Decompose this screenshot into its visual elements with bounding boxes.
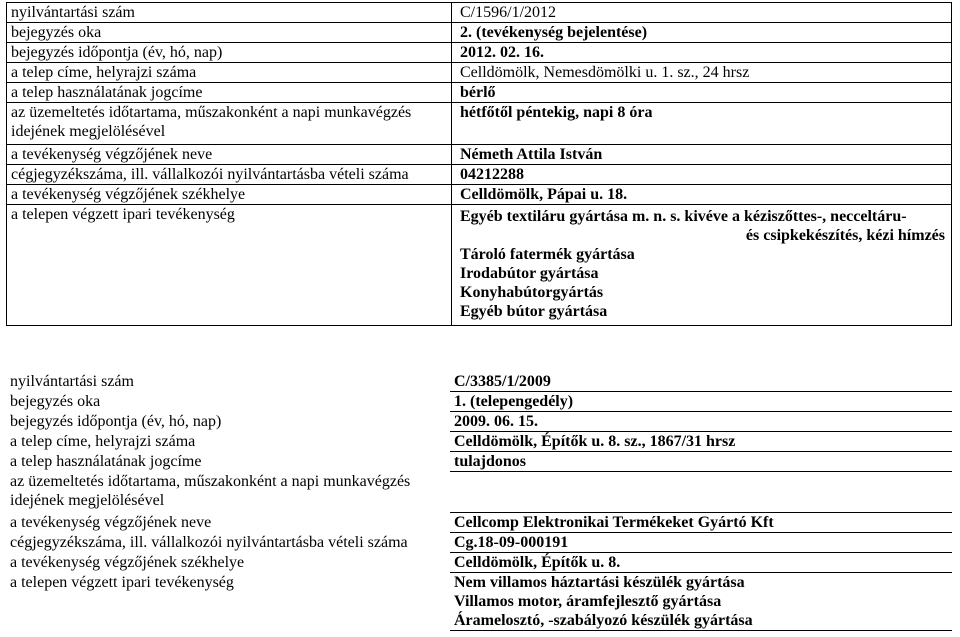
record-1-table (6, 2, 952, 326)
table-row (6, 533, 952, 553)
row-value: Celldömölk, Építők u. 8. (450, 553, 952, 573)
table-row (7, 185, 952, 205)
table-row (6, 573, 952, 631)
row-label: a telep címe, helyrajzi száma (10, 432, 196, 450)
row-label: a tevékenység végzőjének neve (7, 145, 452, 165)
record-2-table (6, 372, 952, 631)
row-label: nyilvántartási szám (10, 373, 134, 390)
row-label: a telep használatának jogcíme (7, 83, 452, 103)
table-row (6, 392, 952, 412)
row-value: bérlő (452, 83, 952, 103)
row-value: tulajdonos (450, 452, 952, 472)
table-row (7, 3, 952, 23)
table-row (7, 23, 952, 43)
table-row (6, 452, 952, 472)
row-value: Celldömölk, Nemesdömölki u. 1. sz., 24 hrsz (452, 63, 952, 83)
activity-item: Konyhabútorgyártás (460, 284, 604, 301)
table-row (7, 83, 952, 103)
activity-item: Egyéb bútor gyártása (460, 303, 608, 320)
row-value: Cellcomp Elektronikai Termékeket Gyártó Kft (450, 513, 952, 533)
table-row (7, 103, 952, 145)
row-value: Németh Attila István (452, 145, 952, 165)
row-label: a telep címe, helyrajzi száma (7, 63, 452, 83)
table-row (6, 412, 952, 432)
table-row (7, 145, 952, 165)
row-label: bejegyzés oka (10, 392, 101, 410)
table-row (7, 43, 952, 63)
row-value: 2. (tevékenység bejelentése) (452, 23, 952, 43)
row-label: cégjegyzékszáma, ill. vállalkozói nyilvántartásba vételi száma (10, 533, 408, 551)
activity-item: Irodabútor gyártása (460, 265, 599, 282)
row-label: az üzemeltetés időtartama, műszakonként a napi munkavégzés idejének megjelölésével (10, 472, 411, 509)
row-value: C/3385/1/2009 (450, 372, 952, 392)
activity-item: Tároló fatermék gyártása (460, 246, 635, 263)
row-label: a telepen végzett ipari tevékenység (7, 205, 452, 326)
activity-item: Villamos motor, áramfejlesztő gyártása (454, 593, 722, 610)
row-label: bejegyzés oka (7, 23, 452, 43)
table-row (6, 472, 952, 513)
row-label: a tevékenység végzőjének székhelye (10, 553, 245, 571)
table-row (6, 372, 952, 392)
row-label: a telepen végzett ipari tevékenység (10, 573, 234, 591)
row-label: a telep használatának jogcíme (10, 452, 202, 470)
activity-item: Áramelosztó, -szabályozó készülék gyártása (454, 612, 753, 629)
activity-item: és csipkekészítés, kézi hímzés (745, 227, 945, 244)
row-label: a tevékenység végzőjének neve (10, 513, 212, 531)
row-label: nyilvántartási szám (7, 3, 452, 23)
table-row (6, 553, 952, 573)
row-label: bejegyzés időpontja (év, hó, nap) (10, 412, 222, 430)
table-row (6, 513, 952, 533)
activity-item: Egyéb textiláru gyártása m. n. s. kivéve a kéziszőttes-, necceltáru- (460, 208, 907, 225)
row-value: 04212288 (452, 165, 952, 185)
row-value: 2009. 06. 15. (450, 412, 952, 432)
activity-list (450, 573, 952, 631)
table-row (7, 165, 952, 185)
activity-item: Nem villamos háztartási készülék gyártása (454, 574, 745, 591)
table-row (7, 63, 952, 83)
row-label: bejegyzés időpontja (év, hó, nap) (7, 43, 452, 63)
row-value (450, 472, 952, 513)
row-value: Celldömölk, Építők u. 8. sz., 1867/31 hrsz (450, 432, 952, 452)
activity-list (452, 205, 952, 326)
row-value: C/1596/1/2012 (452, 3, 952, 23)
row-value: hétfőtől péntekig, napi 8 óra (452, 103, 952, 145)
row-value: 2012. 02. 16. (452, 43, 952, 63)
row-label: a tevékenység végzőjének székhelye (7, 185, 452, 205)
row-label: cégjegyzékszáma, ill. vállalkozói nyilvántartásba vételi száma (7, 165, 452, 185)
row-value: 1. (telepengedély) (450, 392, 952, 412)
row-value: Cg.18-09-000191 (450, 533, 952, 553)
row-label: az üzemeltetés időtartama, műszakonként a napi munkavégzés idejének megjelölésével (7, 103, 452, 145)
table-row (7, 205, 952, 326)
row-value: Celldömölk, Pápai u. 18. (452, 185, 952, 205)
table-row (6, 432, 952, 452)
